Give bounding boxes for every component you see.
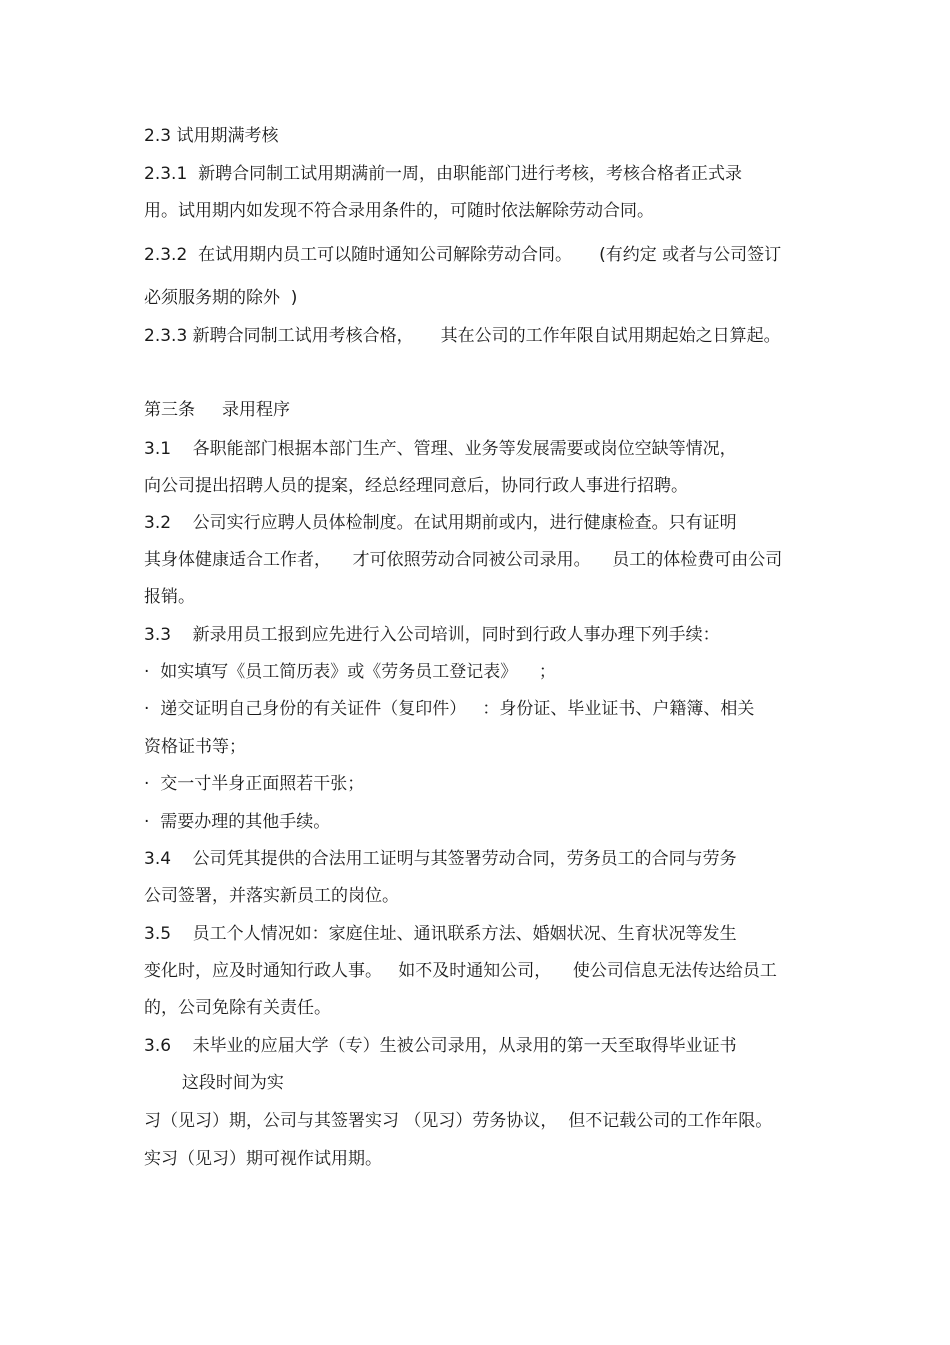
clause-2-3-2-line-2: 必须服务期的除外 ) xyxy=(144,288,298,308)
clause-3-6-line-3: 习（见习）期，公司与其签署实习 （见习）劳务协议， 但不记载公司的工作年限。 xyxy=(144,1111,773,1131)
clause-3-3-bullet-1: · 如实填写《员工简历表》或《劳务员工登记表》 ； xyxy=(144,662,556,682)
clause-3-5-line-3: 的，公司免除有关责任。 xyxy=(144,998,331,1018)
clause-3-3-bullet-3: · 交一寸半身正面照若干张； xyxy=(144,774,365,794)
clause-3-6-line-1: 3.6 未毕业的应届大学（专）生被公司录用，从录用的第一天至取得毕业证书 xyxy=(144,1036,737,1056)
clause-3-3-bullet-4: · 需要办理的其他手续。 xyxy=(144,812,331,832)
clause-3-3-bullet-2-line-2: 资格证书等； xyxy=(144,737,246,757)
clause-3-5-line-2: 变化时，应及时通知行政人事。 如不及时通知公司， 使公司信息无法传达给员工 xyxy=(144,961,777,981)
clause-3-3-bullet-2-line-1: · 递交证明自己身份的有关证件（复印件） ：身份证、毕业证书、户籍簿、相关 xyxy=(144,699,755,719)
section-heading-2-3: 2.3 试用期满考核 xyxy=(144,126,279,146)
clause-3-6-line-2: 这段时间为实 xyxy=(144,1073,284,1093)
clause-3-5-line-1: 3.5 员工个人情况如：家庭住址、通讯联系方法、婚姻状况、生育状况等发生 xyxy=(144,924,737,944)
clause-2-3-1-line-2: 用。试用期内如发现不符合录用条件的，可随时依法解除劳动合同。 xyxy=(144,201,654,221)
clause-3-2-line-3: 报销。 xyxy=(144,587,195,607)
clause-3-4-line-1: 3.4 公司凭其提供的合法用工证明与其签署劳动合同，劳务员工的合同与劳务 xyxy=(144,849,737,869)
clause-3-2-line-2: 其身体健康适合工作者， 才可依照劳动合同被公司录用。 员工的体检费可由公司 xyxy=(144,550,783,570)
clause-3-2-line-1: 3.2 公司实行应聘人员体检制度。在试用期前或内，进行健康检查。只有证明 xyxy=(144,513,737,533)
clause-2-3-3-line-1: 2.3.3 新聘合同制工试用考核合格， 其在公司的工作年限自试用期起始之日算起。 xyxy=(144,326,781,346)
clause-3-4-line-2: 公司签署，并落实新员工的岗位。 xyxy=(144,886,399,906)
clause-3-6-line-4: 实习（见习）期可视作试用期。 xyxy=(144,1149,382,1169)
clause-2-3-1-line-1: 2.3.1 新聘合同制工试用期满前一周，由职能部门进行考核，考核合格者正式录 xyxy=(144,164,743,184)
clause-3-3-line-1: 3.3 新录用员工报到应先进行入公司培训，同时到行政人事办理下列手续： xyxy=(144,625,720,645)
clause-2-3-2-line-1: 2.3.2 在试用期内员工可以随时通知公司解除劳动合同。 (有约定 或者与公司签订 xyxy=(144,245,782,265)
article-3-heading: 第三条 录用程序 xyxy=(144,400,291,420)
clause-3-1-line-2: 向公司提出招聘人员的提案，经总经理同意后，协同行政人事进行招聘。 xyxy=(144,476,688,496)
clause-3-1-line-1: 3.1 各职能部门根据本部门生产、管理、业务等发展需要或岗位空缺等情况， xyxy=(144,439,737,459)
